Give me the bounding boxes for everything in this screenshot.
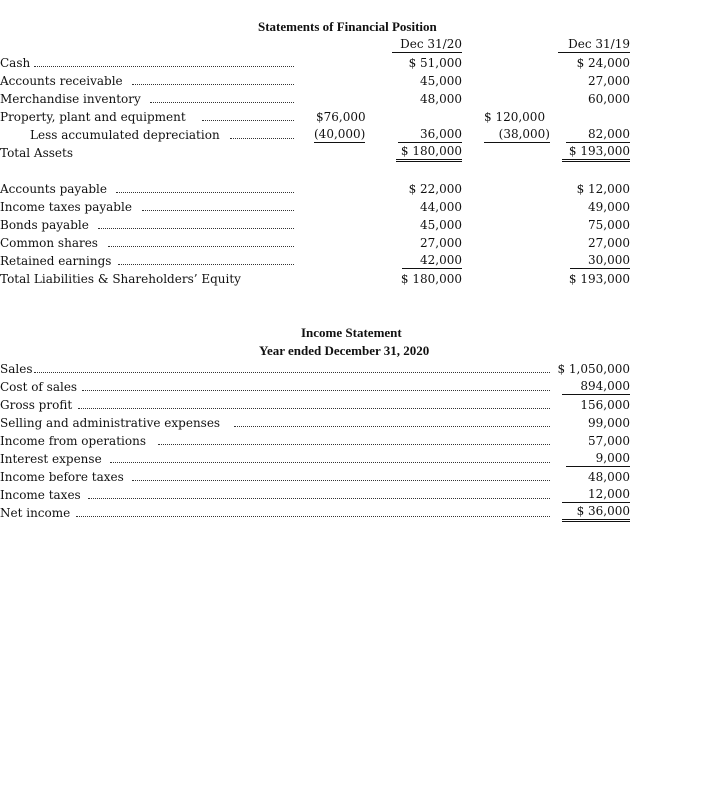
accum-dep-2020: (40,000) — [314, 127, 366, 141]
is-label-sales: Sales — [0, 362, 33, 376]
total-assets-2020: $ 180,000 — [396, 144, 462, 162]
ppe-gross-2019: $ 120,000 — [484, 110, 546, 124]
bonds-2019: 75,000 — [588, 218, 630, 232]
row-label-accumulated-depreciation: Less accumulated depreciation — [30, 128, 220, 142]
ppe-gross-2020: $76,000 — [316, 110, 366, 124]
leader-dots — [142, 210, 294, 211]
re-2019: 30,000 — [570, 252, 630, 269]
leader-dots — [108, 246, 294, 247]
row-label-income-taxes-payable: Income taxes payable — [0, 200, 132, 214]
re-2020: 42,000 — [402, 252, 462, 269]
leader-dots — [88, 498, 550, 499]
is-label-income-taxes: Income taxes — [0, 488, 81, 502]
leader-dots — [230, 138, 294, 139]
ar-2019: 27,000 — [588, 74, 630, 88]
leader-dots — [34, 66, 294, 67]
is-value-net-income: $ 36,000 — [562, 504, 630, 522]
row-label-common-shares: Common shares — [0, 236, 98, 250]
cash-2020: $ 51,000 — [408, 56, 462, 70]
leader-dots — [34, 372, 550, 373]
is-label-income-before-taxes: Income before taxes — [0, 470, 124, 484]
cash-2019: $ 24,000 — [576, 56, 630, 70]
is-label-interest-expense: Interest expense — [0, 452, 102, 466]
leader-dots — [110, 462, 550, 463]
itp-2020: 44,000 — [420, 200, 462, 214]
is-value-interest-expense: 9,000 — [566, 450, 630, 467]
row-label-total-liabilities-equity: Total Liabilities & Shareholders’ Equity — [0, 272, 241, 286]
row-label-accounts-payable: Accounts payable — [0, 182, 107, 196]
row-label-total-assets: Total Assets — [0, 146, 73, 160]
row-label-accounts-receivable: Accounts receivable — [0, 74, 123, 88]
row-label-ppe: Property, plant and equipment — [0, 110, 186, 124]
is-label-gross-profit: Gross profit — [0, 398, 73, 412]
itp-2019: 49,000 — [588, 200, 630, 214]
is-value-gross-profit: 156,000 — [580, 398, 630, 412]
accum-dep-2019: (38,000) — [484, 126, 550, 143]
col-header-2020: Dec 31/20 — [392, 36, 462, 53]
leader-dots — [78, 408, 550, 409]
ap-2020: $ 22,000 — [408, 182, 462, 196]
leader-dots — [132, 480, 550, 481]
inventory-2020: 48,000 — [420, 92, 462, 106]
sfp-title: Statements of Financial Position — [258, 19, 437, 34]
is-value-income-before-taxes: 48,000 — [588, 470, 630, 484]
leader-dots — [150, 102, 294, 103]
is-label-selling-admin: Selling and administrative expenses — [0, 416, 221, 430]
is-value-sales: $ 1,050,000 — [557, 362, 630, 376]
row-label-retained-earnings: Retained earnings — [0, 254, 112, 268]
leader-dots — [98, 228, 294, 229]
is-subtitle: Year ended December 31, 2020 — [259, 343, 430, 358]
leader-dots — [132, 84, 294, 85]
total-le-2020: $ 180,000 — [400, 272, 462, 286]
total-le-2019: $ 193,000 — [568, 272, 630, 286]
is-label-income-from-operations: Income from operations — [0, 434, 146, 448]
is-value-income-taxes: 12,000 — [562, 486, 630, 503]
is-label-net-income: Net income — [0, 506, 71, 520]
is-value-income-from-operations: 57,000 — [588, 434, 630, 448]
is-label-cost-of-sales: Cost of sales — [0, 380, 78, 394]
leader-dots — [202, 120, 294, 121]
row-label-cash: Cash — [0, 56, 31, 70]
row-label-bonds-payable: Bonds payable — [0, 218, 89, 232]
is-title: Income Statement — [301, 325, 402, 340]
ppe-net-2019: 82,000 — [566, 126, 630, 143]
leader-dots — [158, 444, 550, 445]
row-label-merchandise-inventory: Merchandise inventory — [0, 92, 141, 106]
leader-dots — [116, 192, 294, 193]
leader-dots — [234, 426, 550, 427]
ar-2020: 45,000 — [420, 74, 462, 88]
leader-dots — [118, 264, 294, 265]
total-assets-2019: $ 193,000 — [562, 144, 630, 162]
col-header-2019: Dec 31/19 — [558, 36, 630, 53]
shares-2020: 27,000 — [420, 236, 462, 250]
inventory-2019: 60,000 — [588, 92, 630, 106]
is-value-selling-admin: 99,000 — [588, 416, 630, 430]
leader-dots — [82, 390, 550, 391]
bonds-2020: 45,000 — [420, 218, 462, 232]
shares-2019: 27,000 — [588, 236, 630, 250]
is-value-cost-of-sales: 894,000 — [562, 378, 630, 395]
leader-dots — [76, 516, 550, 517]
ap-2019: $ 12,000 — [576, 182, 630, 196]
ppe-net-2020: 36,000 — [398, 126, 462, 143]
